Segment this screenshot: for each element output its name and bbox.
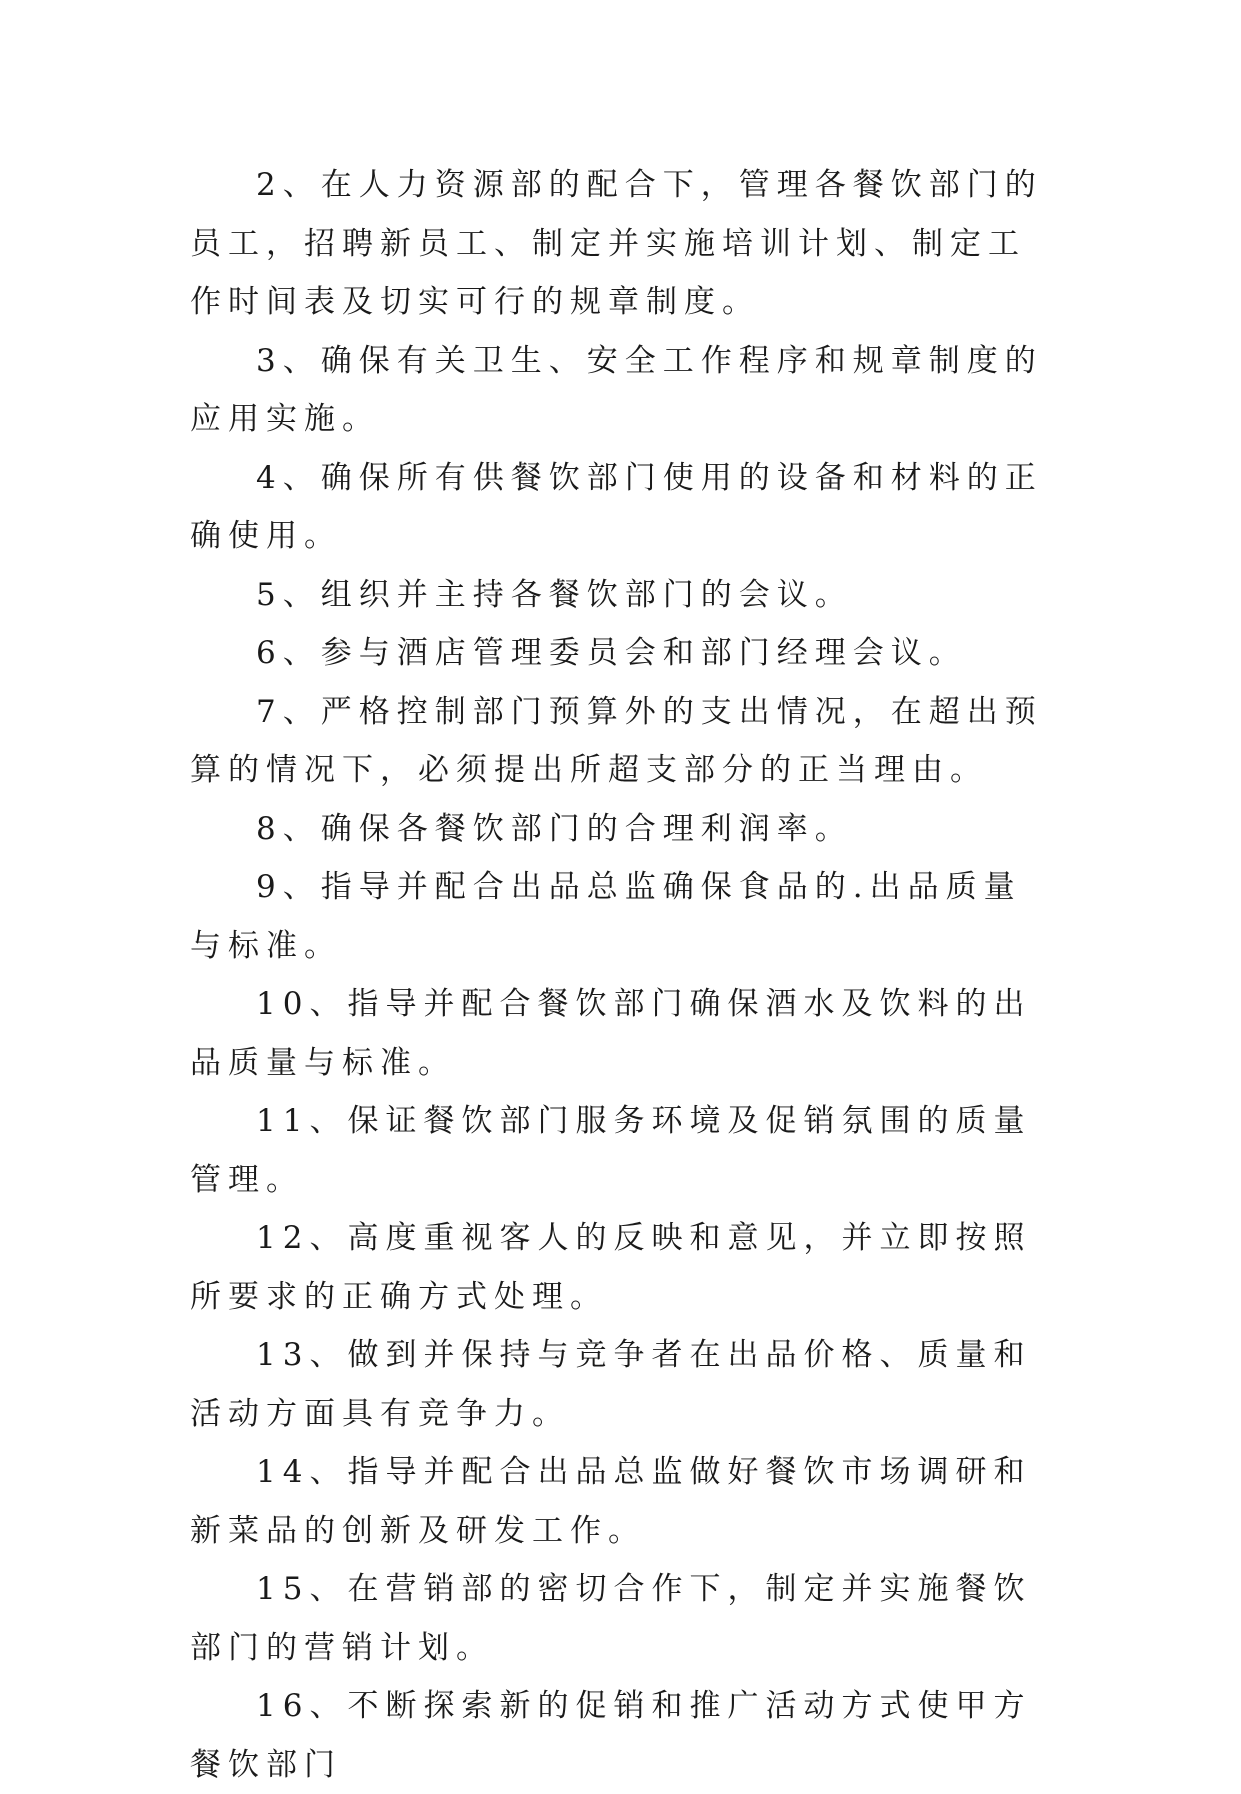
document-body — [190, 156, 1050, 1794]
paragraph-item-2: 2、在人力资源部的配合下，管理各餐饮部门的员工，招聘新员工、制定并实施培训计划、制定工作时间表及切实可行的规章制度。 — [190, 167, 1043, 320]
paragraph-item-16: 16、不断探索新的促销和推广活动方式使甲方餐饮部门 — [190, 1688, 1032, 1783]
paragraph-item-4: 4、确保所有供餐饮部门使用的设备和材料的正确使用。 — [190, 459, 1043, 554]
paragraph-item-7: 7、严格控制部门预算外的支出情况，在超出预算的情况下，必须提出所超支部分的正当理由。 — [190, 693, 1043, 788]
paragraph-item-11: 11、保证餐饮部门服务环境及促销氛围的质量管理。 — [190, 1103, 1032, 1198]
paragraph-item-8: 8、确保各餐饮部门的合理利润率。 — [256, 810, 853, 847]
paragraph-item-3: 3、确保有关卫生、安全工作程序和规章制度的应用实施。 — [190, 342, 1043, 437]
paragraph-item-9: 9、指导并配合出品总监确保食品的.出品质量与标准。 — [190, 869, 1022, 964]
paragraph-item-14: 14、指导并配合出品总监做好餐饮市场调研和新菜品的创新及研发工作。 — [190, 1454, 1032, 1549]
paragraph-item-6: 6、参与酒店管理委员会和部门经理会议。 — [256, 635, 967, 671]
paragraph-item-5: 5、组织并主持各餐饮部门的会议。 — [256, 576, 853, 613]
paragraph-item-15: 15、在营销部的密切合作下，制定并实施餐饮部门的营销计划。 — [190, 1571, 1032, 1666]
paragraph-item-13: 13、做到并保持与竞争者在出品价格、质量和活动方面具有竞争力。 — [190, 1337, 1032, 1432]
paragraph-item-12: 12、高度重视客人的反映和意见，并立即按照所要求的正确方式处理。 — [190, 1220, 1032, 1315]
paragraph-item-10: 10、指导并配合餐饮部门确保酒水及饮料的出品质量与标准。 — [190, 986, 1032, 1081]
